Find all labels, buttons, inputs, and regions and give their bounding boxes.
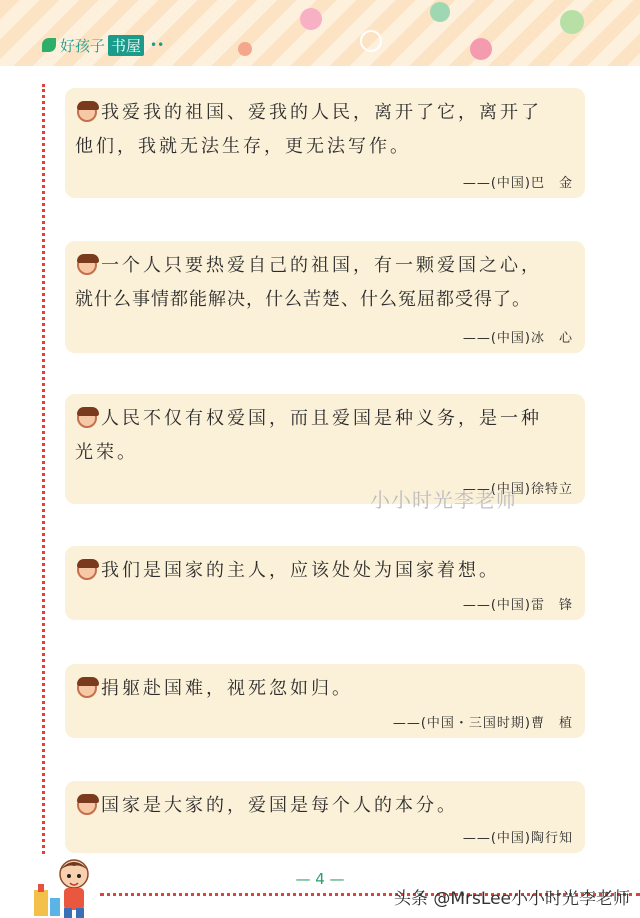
decor-circle-orange — [238, 42, 252, 56]
quote-card-1 — [65, 88, 585, 198]
decor-sparkle — [360, 30, 382, 52]
author-credit: 头条 @MrsLee小小时光李老师 — [393, 889, 630, 909]
quote-line: 人民不仅有权爱国，而且爱国是种义务，是一种 — [101, 408, 542, 429]
child-face-icon — [77, 255, 97, 275]
dotted-border-left — [42, 84, 45, 854]
leaf-icon — [42, 38, 56, 52]
logo-text: 好孩子 — [60, 36, 106, 55]
quote-line: 就什么事情都能解决，什么苦楚、什么冤屈都受得了。 — [75, 289, 531, 310]
quote-line: 国家是大家的，爱国是每个人的本分。 — [101, 795, 458, 816]
quote-card-6 — [65, 781, 585, 853]
logo-dots: •• — [150, 38, 165, 52]
quote-line: 我们是国家的主人，应该处处为国家着想。 — [101, 560, 500, 581]
page-number: — 4 — — [295, 870, 345, 888]
child-face-icon — [77, 102, 97, 122]
child-face-icon — [77, 678, 97, 698]
decor-circle-rose — [470, 38, 492, 60]
decor-circle-lime — [560, 10, 584, 34]
child-face-icon — [77, 795, 97, 815]
quote-card-4 — [65, 546, 585, 620]
quote-source: ——(中国)陶行知 — [462, 831, 573, 846]
quote-source: ——(中国・三国时期)曹 植 — [392, 716, 573, 731]
quote-line: 一个人只要热爱自己的祖国，有一颗爱国之心， — [101, 255, 542, 276]
quote-card-5 — [65, 664, 585, 738]
quote-line: 我爱我的祖国、爱我的人民，离开了它，离开了 — [101, 102, 542, 123]
quote-line: 捐躯赴国难，视死忽如归。 — [101, 678, 353, 699]
quote-source: ——(中国)巴 金 — [462, 176, 573, 191]
decor-circle-green — [430, 2, 450, 22]
decor-circle-pink — [300, 8, 322, 30]
child-face-icon — [77, 408, 97, 428]
quote-line: 他们，我就无法生存，更无法写作。 — [75, 136, 411, 157]
logo-box-text: 书屋 — [108, 35, 144, 56]
child-face-icon — [77, 560, 97, 580]
quote-source: ——(中国)徐特立 — [462, 482, 573, 497]
quote-source: ——(中国)冰 心 — [462, 331, 573, 346]
quote-card-2 — [65, 241, 585, 353]
publisher-logo — [42, 34, 164, 56]
quote-source: ——(中国)雷 锋 — [462, 598, 573, 613]
page-header — [0, 0, 640, 66]
watermark-text: 小小时光李老师 — [370, 488, 517, 512]
quote-line: 光荣。 — [75, 442, 138, 463]
